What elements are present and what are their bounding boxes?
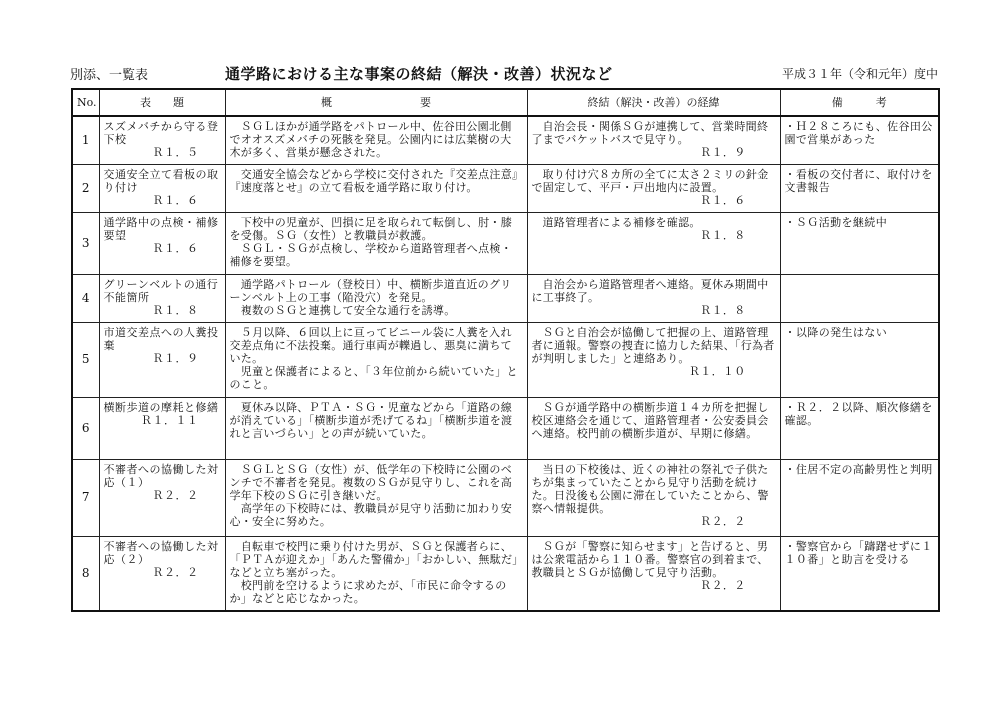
row-topic-date: Ｒ１．１１	[141, 413, 199, 427]
row-topic-title: 横断歩道の摩耗と修繕	[103, 400, 219, 414]
row-summary	[225, 459, 527, 536]
row-topic	[99, 322, 225, 397]
col-header-summary: 概 要	[225, 89, 527, 116]
row-result	[527, 536, 780, 611]
row-result-text: ＳＧが通学路中の横断歩道１４カ所を把握し校区連絡会を通じて、道路管理者・公安委員会へ連絡。校門前の横断歩道が、早期に修繕。	[531, 400, 769, 440]
row-result-text: 取り付け穴８カ所の全てに太さ２ミリの針金で固定して、平戸・戸出地内に設置。	[531, 167, 769, 194]
row-number: 4	[72, 274, 99, 322]
table-row	[72, 322, 939, 397]
table-row	[72, 536, 939, 611]
incident-table	[71, 88, 940, 612]
row-topic-title: 不審者への協働した対応（１）	[103, 462, 219, 489]
table-row	[72, 164, 939, 212]
row-topic	[99, 397, 225, 459]
row-topic-date: Ｒ１．９	[152, 351, 199, 365]
row-summary	[225, 536, 527, 611]
row-note	[780, 274, 939, 322]
row-summary-paragraph: 交通安全協会などから学校に交付された『交差点注意』『速度落とせ』の立て看板を通学路に取り付け。	[229, 167, 518, 194]
row-summary	[225, 116, 527, 164]
row-number: 3	[72, 212, 99, 274]
row-note: ・Ｒ２．２以降、順次修繕を確認。	[780, 397, 939, 459]
table-row	[72, 274, 939, 322]
row-topic-title: 交通安全立て看板の取り付け	[103, 167, 219, 194]
row-summary-paragraph: 児童と保護者によると、「３年位前から続いていた」とのこと。	[229, 364, 518, 391]
col-header-result: 終結（解決・改善）の経緯	[527, 89, 780, 116]
row-result-text: 道路管理者による補修を確認。	[542, 215, 701, 229]
attachment-label: 別添、一覧表	[70, 68, 149, 83]
row-summary-paragraph: 下校中の児童が、凹損に足を取られて転倒し、肘・膝を受傷。ＳＧ（女性）と教職員が救護。	[229, 215, 512, 242]
row-result-date: Ｒ１．８	[700, 303, 746, 317]
row-result-date: Ｒ１．９	[700, 146, 746, 159]
header	[70, 64, 938, 86]
table-row	[72, 116, 939, 164]
row-result	[527, 322, 780, 397]
row-topic	[99, 164, 225, 212]
row-result-date: Ｒ１．８	[700, 228, 746, 242]
row-summary	[225, 397, 527, 459]
row-result	[527, 212, 780, 274]
row-topic	[99, 116, 225, 164]
row-number: 2	[72, 164, 99, 212]
row-number: 7	[72, 459, 99, 536]
row-summary	[225, 164, 527, 212]
row-topic	[99, 212, 225, 274]
table-row	[72, 212, 939, 274]
row-summary-paragraph: 高学年の下校時には、教職員が見守り活動に加わり安心・安全に努めた。	[229, 501, 512, 528]
row-topic-date: Ｒ１．５	[152, 146, 199, 159]
row-result	[527, 116, 780, 164]
row-topic-title: グリーンベルトの通行不能箇所	[103, 277, 219, 304]
row-note: ・Ｈ２８ころにも、佐谷田公園で営巣があった	[780, 116, 939, 164]
row-topic-date: Ｒ１．８	[152, 303, 199, 317]
row-note: ・看板の交付者に、取付けを文書報告	[780, 164, 939, 212]
table-header-row	[72, 89, 939, 116]
table-body	[72, 116, 939, 611]
row-summary	[225, 212, 527, 274]
row-result	[527, 397, 780, 459]
row-summary-paragraph: ＳＧＬとＳＧ（女性）が、低学年の下校時に公園のベンチで不審者を発見。複数のＳＧが見守りし、これを高学年下校のＳＧに引き継いだ。	[229, 462, 512, 502]
row-result-text: ＳＧと自治会が協働して把握の上、道路管理者に通報。警察の捜査に協力した結果、「行為者が判明しました」と連絡あり。	[531, 325, 775, 365]
row-note: ・警察官から「躊躇せずに１１０番」と助言を受ける	[780, 536, 939, 611]
row-note: ・住居不定の高齢男性と判明	[780, 459, 939, 536]
row-result-date: Ｒ２．２	[700, 578, 746, 592]
col-header-no: No.	[72, 89, 99, 116]
col-header-note: 備 考	[780, 89, 939, 116]
row-topic-date: Ｒ１．６	[152, 193, 199, 207]
row-topic-date: Ｒ１．６	[152, 241, 199, 255]
row-summary	[225, 274, 527, 322]
row-number: 5	[72, 322, 99, 397]
row-summary-paragraph: 複数のＳＧと連携して安全な通行を誘導。	[229, 303, 456, 317]
row-summary-paragraph: ＳＧＬほかが通学路をパトロール中、佐谷田公園北側でオオスズメバチの死骸を発見。公園内には広葉樹の大木が多く、営巣が懸念された。	[229, 120, 512, 159]
table-row	[72, 459, 939, 536]
row-summary-paragraph: 校門前を空けるように求めたが、「市民に命令するのか」などと応じなかった。	[229, 578, 507, 605]
row-note: ・以降の発生はない	[780, 322, 939, 397]
row-number: 1	[72, 116, 99, 164]
row-result-text: 自治会から道路管理者へ連絡。夏休み期間中に工事終了。	[531, 277, 769, 304]
row-result	[527, 274, 780, 322]
row-number: 8	[72, 536, 99, 611]
row-result	[527, 459, 780, 536]
row-summary-paragraph: 自転車で校門に乗り付けた男が、ＳＧと保護者らに、「ＰＴＡが迎えか」「あんた警備か」「おかしい、無駄だ」などと立ち塞がった。	[229, 539, 519, 579]
row-number: 6	[72, 397, 99, 459]
page-title: 通学路における主な事案の終結（解決・改善）状況など	[225, 65, 613, 83]
row-result-text: ＳＧが「警察に知らせます」と告げると、男は公衆電話から１１０番。警察官の到着まで、教職員とＳＧが協働して見守り活動。	[531, 539, 769, 579]
row-summary	[225, 322, 527, 397]
row-topic-title: 不審者への協働した対応（２）	[103, 539, 219, 566]
row-topic-date: Ｒ２．２	[152, 488, 199, 502]
row-topic-title: 通学路中の点検・補修要望	[103, 215, 219, 242]
row-topic-title: スズメバチから守る登下校	[103, 120, 219, 146]
fiscal-period: 平成３１年（令和元年）度中	[781, 67, 938, 81]
row-summary-paragraph: ＳＧＬ・ＳＧが点検し、学校から道路管理者へ点検・補修を要望。	[229, 241, 512, 268]
row-topic	[99, 459, 225, 536]
row-result-date: Ｒ１．１０	[689, 364, 746, 378]
row-result-text: 自治会長・関係ＳＧが連携して、営業時間終了までバケットバスで見守り。	[531, 120, 769, 146]
row-summary-paragraph: 夏休み以降、ＰＴＡ・ＳＧ・児童などから「道路の線が消えている」「横断歩道が禿げてるね」「横断歩道を渡れと言いづらい」との声が続いていた。	[229, 400, 513, 440]
row-result-date: Ｒ１．６	[700, 193, 746, 207]
row-result-date: Ｒ２．２	[700, 514, 746, 528]
row-summary-paragraph: 通学路パトロール（登校日）中、横断歩道直近のグリーンベルト上の工事（陥没穴）を発見。	[229, 277, 512, 304]
row-topic	[99, 536, 225, 611]
col-header-topic: 表 題	[99, 89, 225, 116]
row-topic-title: 市道交差点への人糞投棄	[103, 325, 219, 352]
row-result-text: 当日の下校後は、近くの神社の祭礼で子供たちが集まっていたことから見守り活動を続けた。日没後も公園に滞在していたことから、警察へ情報提供。	[531, 462, 769, 515]
table-row	[72, 397, 939, 459]
row-topic-date: Ｒ２．２	[152, 565, 199, 579]
row-topic	[99, 274, 225, 322]
row-summary-paragraph: ５月以降、６回以上に亘ってビニール袋に人糞を入れ交差点角に不法投棄。通行車両が轢過し、悪臭に満ちていた。	[229, 325, 512, 365]
row-result	[527, 164, 780, 212]
row-note: ・ＳＧ活動を継続中	[780, 212, 939, 274]
